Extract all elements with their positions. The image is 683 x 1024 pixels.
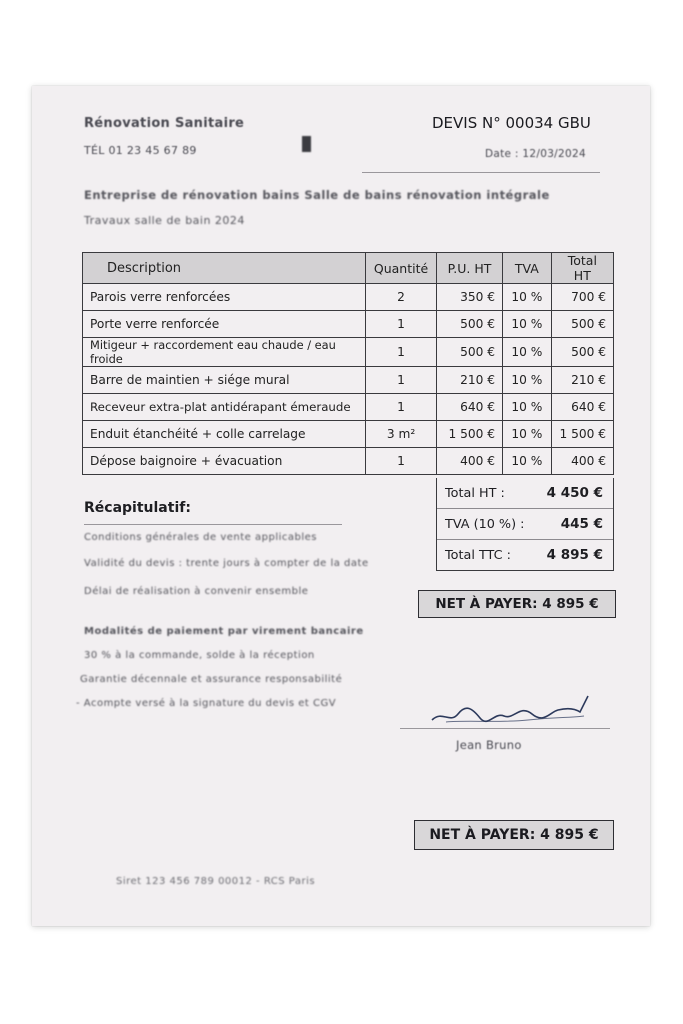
total-ttc-value: 4 895 € (546, 547, 603, 563)
row-tva: 10 % (503, 448, 552, 475)
table-row (83, 394, 614, 421)
total-ttc-label: Total TTC : (445, 547, 511, 563)
col-description: Description (83, 253, 366, 284)
recap-divider (84, 524, 342, 525)
row-unit-price: 500 € (436, 311, 502, 338)
tva-value: 445 € (560, 516, 603, 532)
row-quantity: 2 (366, 284, 437, 311)
row-tva: 10 % (503, 338, 552, 367)
net-to-pay-bottom: NET À PAYER: 4 895 € (414, 820, 614, 850)
row-unit-price: 1 500 € (436, 421, 502, 448)
row-tva: 10 % (503, 421, 552, 448)
row-description: Porte verre renforcée (83, 311, 366, 338)
row-description: Mitigeur + raccordement eau chaude / eau froide (83, 338, 366, 367)
footer-text: Siret 123 456 789 00012 - RCS Paris (116, 876, 316, 887)
tva-row (437, 509, 613, 540)
signature-line (400, 728, 610, 729)
row-total: 500 € (551, 338, 613, 367)
client-line-2: Travaux salle de bain 2024 (84, 214, 245, 227)
total-ht-value: 4 450 € (546, 485, 603, 501)
row-quantity: 1 (366, 448, 437, 475)
row-unit-price: 500 € (436, 338, 502, 367)
recap-line: Validité du devis : trente jours à compter de la date (84, 558, 369, 569)
company-phone: TÉL 01 23 45 67 89 (84, 144, 197, 157)
totals-box (436, 478, 614, 571)
row-quantity: 1 (366, 394, 437, 421)
col-unit-price: P.U. HT (436, 253, 502, 284)
table-row (83, 448, 614, 475)
row-total: 400 € (551, 448, 613, 475)
row-total: 500 € (551, 311, 613, 338)
table-row (83, 311, 614, 338)
table-row (83, 284, 614, 311)
row-tva: 10 % (503, 284, 552, 311)
client-line-1: Entreprise de rénovation bains Salle de bains rénovation intégrale (84, 188, 550, 202)
signature-scribble-icon (428, 690, 594, 730)
row-unit-price: 210 € (436, 367, 502, 394)
row-quantity: 3 m² (366, 421, 437, 448)
row-tva: 10 % (503, 394, 552, 421)
row-total: 1 500 € (551, 421, 613, 448)
col-tva: TVA (503, 253, 552, 284)
row-description: Receveur extra-plat antidérapant émeraude (83, 394, 366, 421)
net-to-pay-top: NET À PAYER: 4 895 € (418, 590, 616, 618)
row-total: 700 € (551, 284, 613, 311)
header-divider (362, 172, 600, 173)
table-header-row (83, 253, 614, 284)
row-quantity: 1 (366, 367, 437, 394)
recap-title: Récapitulatif: (84, 500, 191, 516)
recap-line: - Acompte versé à la signature du devis et CGV (76, 698, 337, 709)
row-quantity: 1 (366, 338, 437, 367)
recap-line: Conditions générales de vente applicables (84, 532, 317, 543)
doc-title: DEVIS N° 00034 GBU (432, 114, 591, 132)
row-unit-price: 400 € (436, 448, 502, 475)
row-unit-price: 350 € (436, 284, 502, 311)
row-tva: 10 % (503, 367, 552, 394)
row-tva: 10 % (503, 311, 552, 338)
table-row (83, 421, 614, 448)
recap-line: 30 % à la commande, solde à la réception (84, 650, 315, 661)
col-total: Total HT (551, 253, 613, 284)
table-row (83, 367, 614, 394)
signatory-name: Jean Bruno (456, 738, 522, 752)
logo-mark-icon (302, 136, 311, 152)
row-total: 640 € (551, 394, 613, 421)
tva-label: TVA (10 %) : (445, 516, 525, 532)
total-ht-label: Total HT : (445, 485, 505, 501)
row-description: Barre de maintien + siége mural (83, 367, 366, 394)
recap-line: Délai de réalisation à convenir ensemble (84, 586, 309, 597)
recap-line: Garantie décennale et assurance responsabilité (80, 674, 343, 685)
company-name: Rénovation Sanitaire (84, 116, 245, 131)
recap-line: Modalités de paiement par virement bancaire (84, 626, 364, 637)
row-description: Parois verre renforcées (83, 284, 366, 311)
col-quantity: Quantité (366, 253, 437, 284)
row-quantity: 1 (366, 311, 437, 338)
quote-document (32, 86, 650, 926)
doc-date: Date : 12/03/2024 (485, 148, 586, 160)
items-table (82, 252, 614, 475)
table-row (83, 338, 614, 367)
row-total: 210 € (551, 367, 613, 394)
total-ht-row (437, 478, 613, 509)
row-unit-price: 640 € (436, 394, 502, 421)
total-ttc-row (437, 540, 613, 570)
row-description: Dépose baignoire + évacuation (83, 448, 366, 475)
row-description: Enduit étanchéité + colle carrelage (83, 421, 366, 448)
